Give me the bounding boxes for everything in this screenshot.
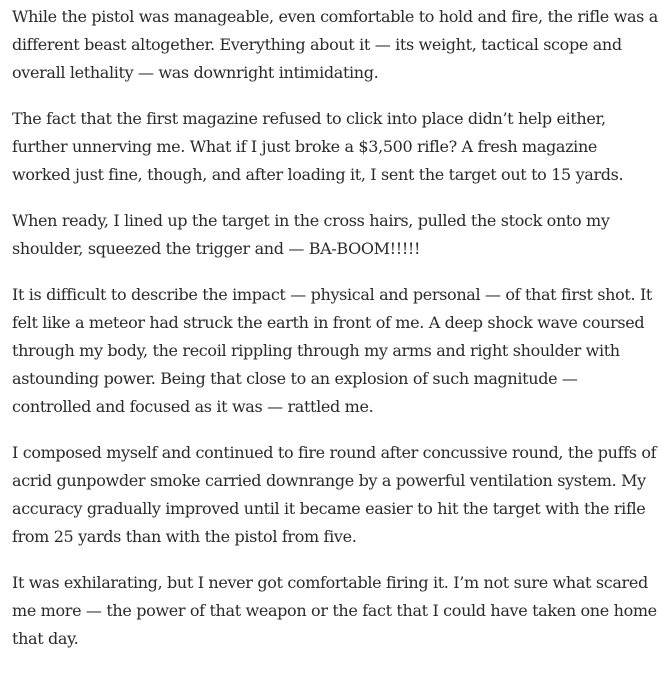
article-paragraph-1: While the pistol was manageable, even comfortable to hold and fire, the rifle was a different beast altogether. Everything about it — its weight, tactical scope and overall lethality — was downright intimidating.	[12, 7, 658, 82]
article-paragraph-6: It was exhilarating, but I never got comfortable firing it. I’m not sure what scared me more — the power of that weapon or the fact that I could have taken one home that day.	[12, 573, 657, 648]
article-paragraph-3: When ready, I lined up the target in the cross hairs, pulled the stock onto my shoulder, squeezed the trigger and — BA-BOOM!!!!!	[12, 211, 610, 258]
article-paragraph-5: I composed myself and continued to fire round after concussive round, the puffs of acrid gunpowder smoke carried downrange by a powerful ventilation system. My accuracy gradually improved until it became easier to hit the target with the rifle from 25 yards than with the pistol from five.	[12, 443, 657, 546]
article-paragraph-4: It is difficult to describe the impact — physical and personal — of that first shot. It felt like a meteor had struck the earth in front of me. A deep shock wave coursed through my body, the recoil rippling through my arms and right shoulder with astounding power. Being that close to an explosion of such magnitude — controlled and focused as it was — rattled me.	[12, 285, 653, 416]
article-paragraph-2: The fact that the first magazine refused to click into place didn’t help either, further unnerving me. What if I just broke a $3,500 rifle? A fresh magazine worked just fine, though, and after loading it, I sent the target out to 15 yards.	[12, 109, 624, 184]
